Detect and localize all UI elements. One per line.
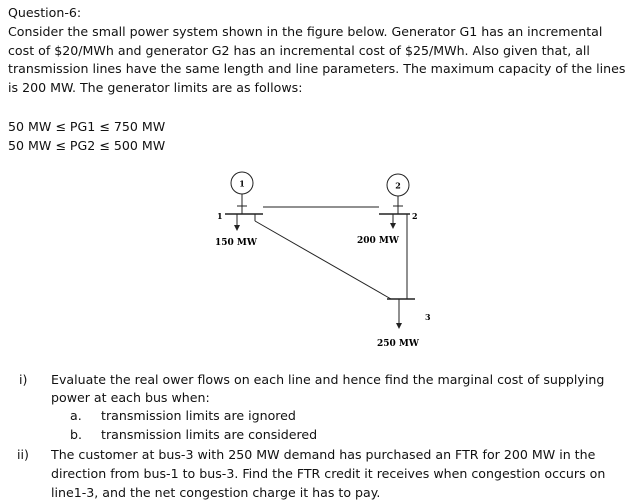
generator-2-number: 2: [395, 180, 401, 191]
intro-line: is 200 MW. The generator limits are as follows:: [8, 79, 303, 95]
generator-limit-g2: 50 MW ≤ PG2 ≤ 500 MW: [8, 138, 166, 153]
load-3-arrowhead: [396, 323, 402, 329]
part-i-text: Evaluate the real ower flows on each line and hence find the marginal cost of supplying: [51, 372, 605, 387]
power-system-diagram: [195, 168, 445, 353]
generator-1-number: 1: [239, 178, 245, 189]
part-i-label: i): [19, 372, 28, 387]
part-ii-text: direction from bus-1 to bus-3. Find the FTR credit it receives when congestion occurs on: [51, 466, 606, 481]
intro-line: transmission lines have the same length and line parameters. The maximum capacity of the lines: [8, 61, 626, 76]
generator-limit-g1: 50 MW ≤ PG1 ≤ 750 MW: [8, 119, 166, 134]
load-1-arrowhead: [234, 225, 240, 231]
subpart-b-label: b.: [70, 427, 82, 442]
bus-1-label: 1: [217, 211, 223, 221]
subpart-a-label: a.: [70, 408, 82, 423]
intro-line: cost of $20/MWh and generator G2 has an incremental cost of $25/MWh. Also given that, all: [8, 42, 590, 58]
question-intro: [8, 23, 626, 97]
intro-line: Consider the small power system shown in the figure below. Generator G1 has an incremental: [8, 24, 603, 39]
load-2-label: 200 MW: [357, 236, 399, 246]
part-i-text: power at each bus when:: [51, 390, 210, 405]
part-ii-text: The customer at bus-3 with 250 MW demand has purchased an FTR for 200 MW in the: [51, 447, 596, 462]
part-ii-text: line1-3, and the net congestion charge it has to pay.: [51, 485, 381, 500]
load-1-label: 150 MW: [215, 238, 257, 248]
bus-3-label: 3: [425, 312, 431, 322]
load-3-label: 250 MW: [377, 339, 419, 349]
part-ii-label: ii): [17, 447, 29, 462]
bus-2-label: 2: [412, 211, 418, 221]
question-title: Question-6:: [8, 5, 82, 20]
subpart-b-text: transmission limits are considered: [101, 427, 318, 442]
load-2-arrowhead: [390, 223, 396, 229]
subpart-a-text: transmission limits are ignored: [101, 408, 296, 423]
line-1-3: [255, 221, 391, 299]
